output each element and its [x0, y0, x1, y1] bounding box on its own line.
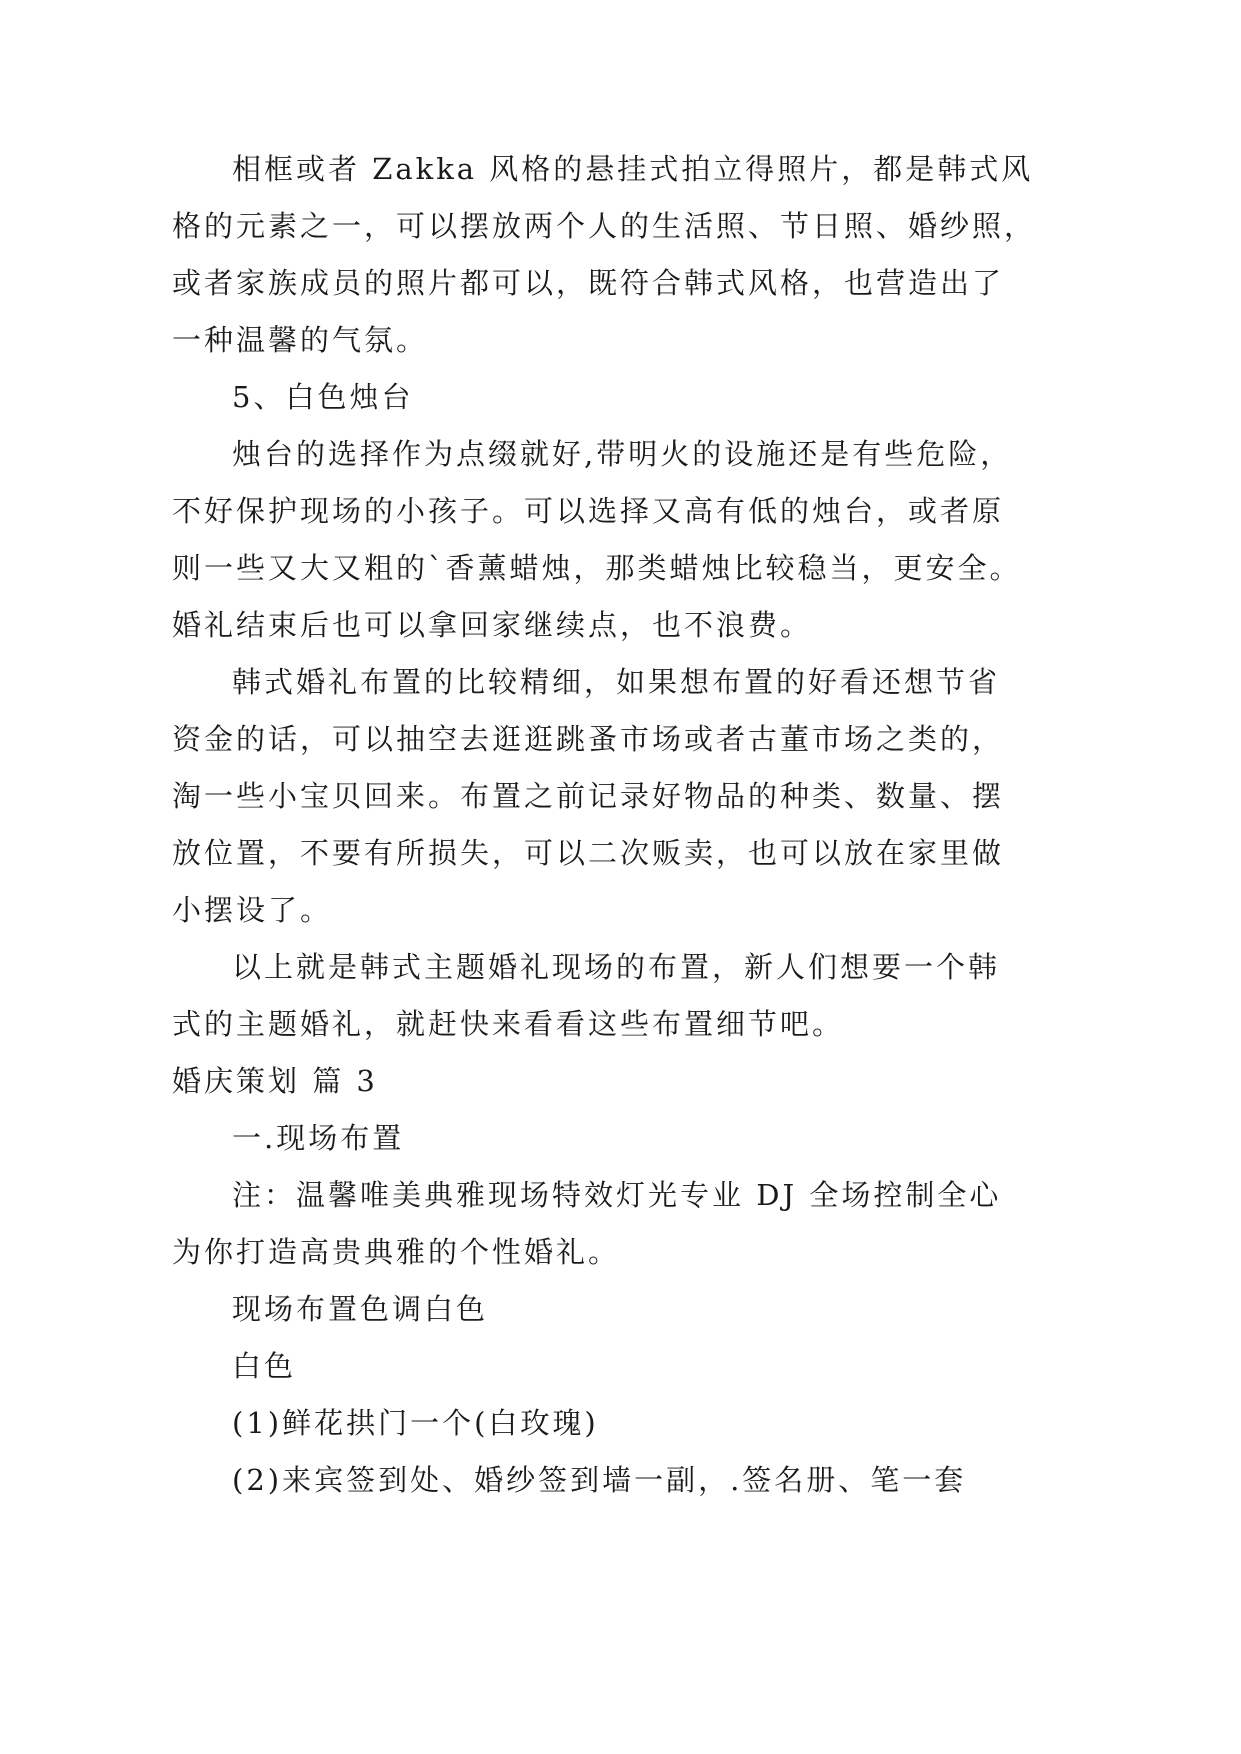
article-heading: 婚庆策划 篇 3 [172, 1064, 378, 1098]
text-line-1: 相框或者 Zakka 风格的悬挂式拍立得照片，都是韩式风 [232, 152, 1034, 186]
text-line-13: 放位置，不要有所损失，可以二次贩卖，也可以放在家里做 [172, 836, 1005, 870]
section-heading-venue-setup: 一.现场布置 [232, 1121, 405, 1155]
text-line-12: 淘一些小宝贝回来。布置之前记录好物品的种类、数量、摆 [172, 779, 1005, 813]
text-line-8: 则一些又大又粗的`香薰蜡烛，那类蜡烛比较稳当，更安全。 [172, 551, 1022, 585]
text-line-4: 一种温馨的气氛。 [172, 323, 429, 357]
list-item-2: (2)来宾签到处、婚纱签到墙一副，.签名册、笔一套 [232, 1463, 967, 1497]
text-line-15: 以上就是韩式主题婚礼现场的布置，新人们想要一个韩 [232, 950, 1001, 984]
text-line-19: 注：温馨唯美典雅现场特效灯光专业 DJ 全场控制全心 [232, 1178, 1002, 1212]
text-line-7: 不好保护现场的小孩子。可以选择又高有低的烛台，或者原 [172, 494, 1005, 528]
text-line-11: 资金的话，可以抽空去逛逛跳蚤市场或者古董市场之类的， [172, 722, 1005, 756]
text-line-20: 为你打造高贵典雅的个性婚礼。 [172, 1235, 621, 1269]
text-line-3: 或者家族成员的照片都可以，既符合韩式风格，也营造出了 [172, 266, 1005, 300]
text-line-14: 小摆设了。 [172, 893, 333, 927]
text-line-9: 婚礼结束后也可以拿回家继续点，也不浪费。 [172, 608, 813, 642]
text-line-16: 式的主题婚礼，就赶快来看看这些布置细节吧。 [172, 1007, 845, 1041]
list-item-1: (1)鲜花拱门一个(白玫瑰) [232, 1406, 599, 1440]
section-heading-white-candle: 5、白色烛台 [232, 380, 414, 414]
text-line-10: 韩式婚礼布置的比较精细，如果想布置的好看还想节省 [232, 665, 1001, 699]
text-line-6: 烛台的选择作为点缀就好,带明火的设施还是有些危险， [232, 437, 1013, 471]
text-line-22: 白色 [232, 1349, 297, 1383]
text-line-21: 现场布置色调白色 [232, 1292, 489, 1326]
text-line-2: 格的元素之一，可以摆放两个人的生活照、节日照、婚纱照， [172, 209, 1037, 243]
